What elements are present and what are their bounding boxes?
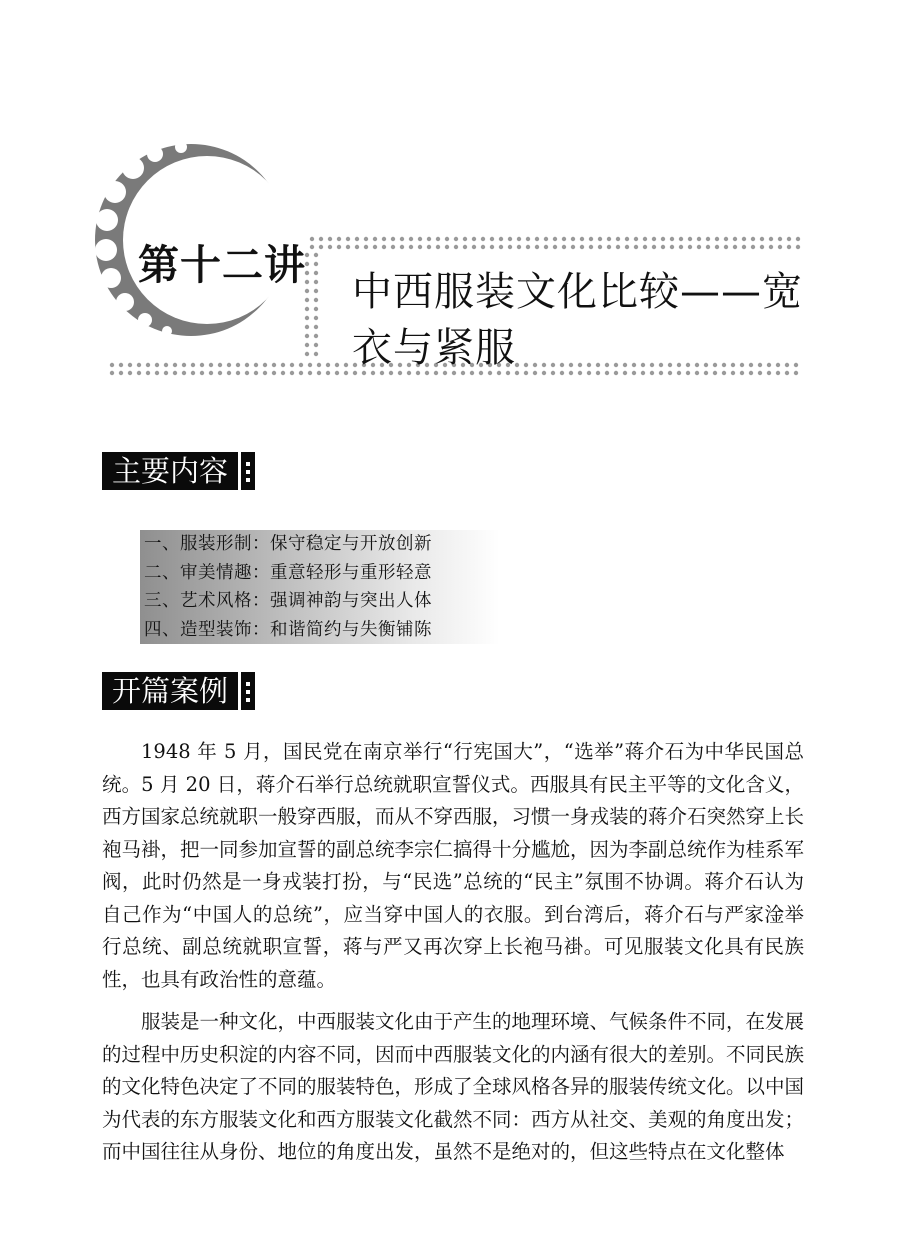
heading-dots-icon <box>241 452 255 490</box>
list-item: 一、服装形制：保守稳定与开放创新 <box>144 534 432 554</box>
main-content-heading <box>102 452 255 490</box>
list-item: 二、审美情趣：重意轻形与重形轻意 <box>144 562 432 583</box>
list-item: 三、艺术风格：强调神韵与突出人体 <box>144 591 432 611</box>
paragraph: 1948 年 5 月，国民党在南京举行“行宪国大”，“选举”蒋介石为中华民国总统。5 月 20 日，蒋介石举行总统就职宣誓仪式。西服具有民主平等的文化含义，西方国家总统就职一般穿西服，而从不穿西服，习惯一身戎装的蒋介石突然穿上长袍马褂，把一同参加宣誓的副总统李宗仁搞得十分尴尬，因为李副总统作为桂系军阀，此时仍然是一身戎装打扮，与“民选”总统的“民主”氛围不协调。蒋介石认为自己作为“中国人的总统”，应当穿中国人的衣服。到台湾后，蒋介石与严家淦举行总统、副总统就职宣誓，蒋与严又再次穿上长袍马褂。可见服装文化具有民族性，也具有政治性的意蕴。 <box>102 740 805 991</box>
chapter-title: 中西服装文化比较——宽衣与紧服 <box>352 269 803 371</box>
opening-case-heading <box>102 672 255 710</box>
opening-case-heading-text: 开篇案例 <box>102 672 241 710</box>
main-content-list <box>140 530 500 644</box>
main-content-heading-text: 主要内容 <box>102 452 241 490</box>
list-item: 四、造型装饰：和谐简约与失衡铺陈 <box>144 619 432 640</box>
heading-dots-icon <box>241 672 255 710</box>
lecture-number: 第十二讲 <box>138 241 306 289</box>
opening-case-body <box>102 736 804 1179</box>
paragraph: 服装是一种文化，中西服装文化由于产生的地理环境、气候条件不同，在发展的过程中历史积淀的内容不同，因而中西服装文化的内涵有很大的差别。不同民族的文化特色决定了不同的服装特色，形成了全球风格各异的服装传统文化。以中国为代表的东方服装文化和西方服装文化截然不同：西方从社交、美观的角度出发；而中国往往从身份、地位的角度出发，虽然不是绝对的，但这些特点在文化整体 <box>102 1010 805 1163</box>
